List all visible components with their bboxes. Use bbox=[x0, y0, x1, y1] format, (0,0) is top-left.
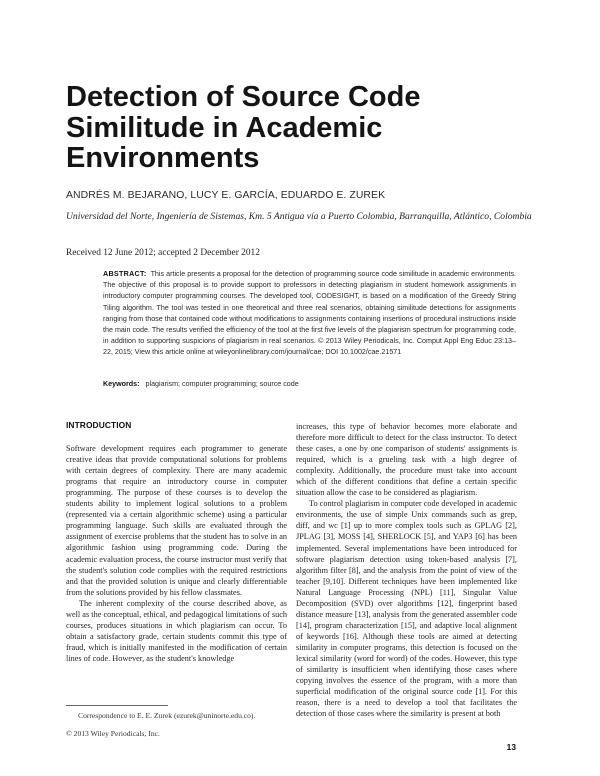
abstract-text: This article presents a proposal for the detection of programming source code similitude in academic environments. The objective of this proposal is to provide support to professors in detecting plagiarism in student homework assignments in introductory computer programming courses. The developed tool, CODESIGHT, is based on a modification of the Greedy String Tiling algorithm. The tool was tested in one theoretical and three real scenarios, obtaining similitude detections for assignments ranging from those that contained code without modifications to assignments containing insertions of procedural instructions inside the main code. The results verified the efficiency of the tool at the first five levels of the plagiarism spectrum for programming code, in addition to supporting suspicions of plagiarism in real scenarios. © 2013 Wiley Periodicals, Inc. Comput Appl Eng Educ 23:13–22, 2015; View this article online at wileyonlinelibrary.com/journal/cae; DOI 10.1002/cae.21571 bbox=[103, 270, 516, 357]
affiliation: Universidad del Norte, Ingeniería de Sistemas, Km. 5 Antigua vía a Puerto Colombia, Barranquilla, Atlántico, Colombia bbox=[66, 211, 532, 222]
article-title bbox=[66, 82, 536, 174]
body-paragraph: To control plagiarism in computer code developed in academic environments, the use of simple Unix commands such as grep, diff, and wc [1] up to more complex tools such as GPLAG [2], JPLAG [3], MOSS [4], SHERLOCK [5], and YAP3 [6] has been implemented. Several implementations have been introduced for software plagiarism detection using token-based analysis [7], algorithm filter [8], and the analysis from the point of view of the teacher [9,10]. Different techniques have been implemented like Natural Language Processing (NPL) [11], Singular Value Decomposition (SVD) over algorithms [12], fingerprint based distance measure [13], analysis from the generated assembler code [14], program characterization [15], and adaptive local alignment of keywords [16]. Although these tools are aimed at detecting similarity in computer programs, this detection is focused on the lexical similarity (word for word) of the codes. However, this type of similarity is insufficient when identifying those cases where copying involves the essence of the program, with a more than superficial modification of the original source code [1]. For this reason, there is a need to develop a tool that facilitates the detection of those cases where the similarity is present at both bbox=[296, 499, 517, 719]
section-heading: INTRODUCTION bbox=[66, 420, 132, 430]
abstract-label: ABSTRACT: bbox=[103, 270, 147, 278]
footnote-divider bbox=[66, 705, 168, 706]
body-paragraph: Software development requires each programmer to generate creative ideas that provide computational solutions for problems with certain degrees of complexity. There are many academic programs that require an introductory course in computer programming. The purpose of these courses is to develop the students ability to implement logical solutions to a problem (represented via a certain algorithmic scheme) using a particular programming language. Such skills are evaluated through the assignment of exercise problems that the student has to solve in an algorithmic fashion using programming code. During the academic evaluation process, the course instructor must verify that the student's solution code complies with the required restrictions and that the provided solution is unique and clearly differentiable from the solutions provided by his fellow classmates. bbox=[66, 444, 287, 597]
body-paragraph: The inherent complexity of the course described above, as well as the conceptual, ethical, and pedagogical limitations of such courses, produces situations in which plagiarism can occur. To obtain a satisfactory grade, certain students commit this type of fraud, which is initially manifested in the modification of certain lines of code. However, as the student's knowledge bbox=[66, 598, 287, 663]
author-list: ANDRÉS M. BEJARANO, LUCY E. GARCÍA, EDUARDO E. ZUREK bbox=[66, 190, 386, 201]
body-paragraph: increases, this type of behavior becomes more elaborate and therefore more difficult to detect for the class instructor. To detect these cases, a one by one comparison of students' assignments is required, which is a grueling task with a high degree of complexity. Additionally, the procedure must take into account which of the different conditions that define a certain specific situation allow the case to be considered as plagiarism. bbox=[296, 422, 517, 498]
received-dates: Received 12 June 2012; accepted 2 December 2012 bbox=[66, 248, 260, 258]
copyright-note: © 2013 Wiley Periodicals, Inc. bbox=[66, 729, 160, 738]
abstract bbox=[103, 269, 516, 359]
title-line: Similitude in Academic bbox=[66, 111, 383, 144]
body-column-left bbox=[66, 420, 287, 664]
keywords-label: Keywords: bbox=[103, 380, 140, 388]
title-line: Environments bbox=[66, 142, 260, 174]
keywords-text: plagiarism; computer programming; source code bbox=[145, 380, 299, 388]
keywords bbox=[103, 380, 516, 388]
title-line: Detection of Source Code bbox=[66, 81, 421, 113]
page-number: 13 bbox=[506, 742, 516, 752]
body-column-right bbox=[296, 421, 517, 719]
correspondence-note: Correspondence to E. E. Zurek (ezurek@uninorte.edu.co). bbox=[78, 711, 256, 720]
